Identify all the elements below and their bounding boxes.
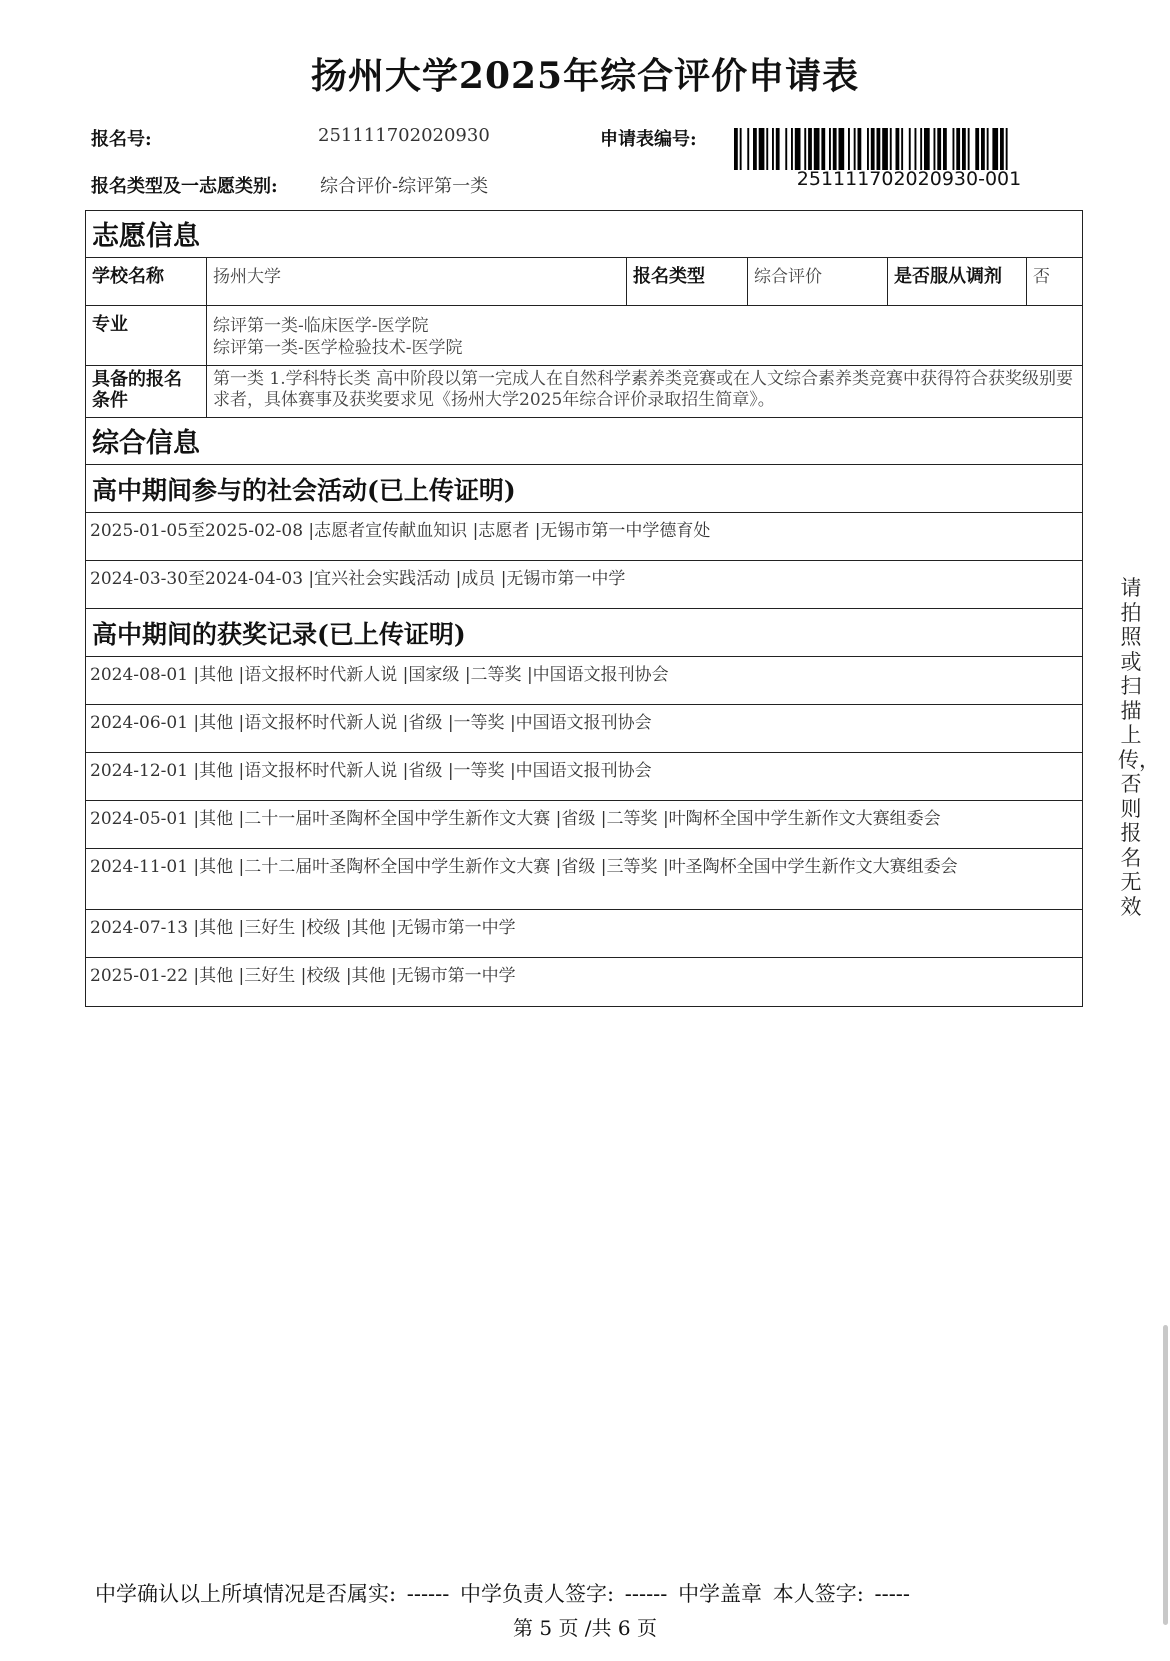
award-row: 2024-06-01 |其他 |语文报杯时代新人说 |省级 |一等奖 |中国语文报刊协会: [86, 705, 1082, 753]
reg-type-label: 报名类型及一志愿类别:: [91, 176, 278, 197]
footer-confirm: 中学确认以上所填情况是否属实:: [95, 1582, 397, 1606]
award-row: 2024-12-01 |其他 |语文报杯时代新人说 |省级 |一等奖 |中国语文报刊协会: [86, 753, 1082, 801]
footer-signature-line: [95, 1578, 1095, 1608]
award-row: 2024-11-01 |其他 |二十二届叶圣陶杯全国中学生新作文大赛 |省级 |三等奖 |叶圣陶杯全国中学生新作文大赛组委会: [86, 849, 1082, 910]
reg-type-value: 综合评价-综评第一类: [320, 176, 489, 197]
footer-principal: 中学负责人签字:: [460, 1582, 615, 1606]
school-row: [86, 258, 1082, 306]
section-comprehensive-title: 综合信息: [86, 418, 1082, 465]
award-row: 2024-07-13 |其他 |三好生 |校级 |其他 |无锡市第一中学: [86, 910, 1082, 958]
section-volunteer-title: 志愿信息: [86, 211, 1082, 258]
activities-title: 高中期间参与的社会活动(已上传证明): [86, 465, 1082, 513]
condition-row: [86, 366, 1082, 418]
footer-blank: -----: [874, 1582, 910, 1606]
major-row: [86, 306, 1082, 366]
activity-row: 2025-01-05至2025-02-08 |志愿者宣传献血知识 |志愿者 |无锡市第一中学德育处: [86, 513, 1082, 561]
application-form-table: [85, 210, 1083, 1007]
page-title: 扬州大学2025年综合评价申请表: [310, 55, 860, 97]
major-item: 综评第一类-医学检验技术-医学院: [213, 338, 463, 358]
page-number: 第 5 页 /共 6 页: [513, 1616, 657, 1640]
footer-blank: ------: [406, 1582, 450, 1606]
scrollbar-thumb[interactable]: [1163, 1325, 1168, 1625]
reg-type-cell-label: 报名类型: [627, 258, 748, 305]
award-row: 2024-05-01 |其他 |二十一届叶圣陶杯全国中学生新作文大赛 |省级 |二等奖 |叶陶杯全国中学生新作文大赛组委会: [86, 801, 1082, 849]
barcode-image: [734, 128, 1084, 170]
school-label: 学校名称: [86, 258, 207, 305]
major-list: [207, 306, 1082, 365]
footer-seal: 中学盖章: [678, 1582, 763, 1606]
award-row: 2024-08-01 |其他 |语文报杯时代新人说 |国家级 |二等奖 |中国语文报刊协会: [86, 657, 1082, 705]
adjust-label: 是否服从调剂: [888, 258, 1027, 305]
condition-label: 具备的报名 条件: [86, 366, 207, 417]
footer-blank: ------: [624, 1582, 668, 1606]
upload-notice: 请拍照或扫描上传，否则报名无效: [1118, 576, 1160, 919]
award-row: 2025-01-22 |其他 |三好生 |校级 |其他 |无锡市第一中学: [90, 966, 516, 986]
reg-type-cell-value: 综合评价: [748, 258, 888, 305]
awards-title: 高中期间的获奖记录(已上传证明): [86, 609, 1082, 657]
footer-self-sign: 本人签字:: [772, 1582, 864, 1606]
condition-value: 第一类 1.学科特长类 高中阶段以第一完成人在自然科学素养类竞赛或在人文综合素养类竞赛中获得符合获奖级别要求者，具体赛事及获奖要求见《扬州大学2025年综合评价录取招生简章》。: [213, 369, 1074, 410]
form-no-label: 申请表编号:: [600, 129, 697, 150]
school-value: 扬州大学: [207, 258, 627, 305]
reg-no-value: 251111702020930: [318, 125, 490, 146]
major-label: 专业: [86, 306, 207, 365]
activity-row: 2024-03-30至2024-04-03 |宜兴社会实践活动 |成员 |无锡市第一中学: [86, 561, 1082, 609]
reg-no-label: 报名号:: [91, 129, 152, 150]
adjust-value: 否: [1033, 267, 1050, 287]
barcode-number: 251111702020930-001: [796, 168, 1022, 190]
major-item: 综评第一类-临床医学-医学院: [213, 316, 429, 336]
